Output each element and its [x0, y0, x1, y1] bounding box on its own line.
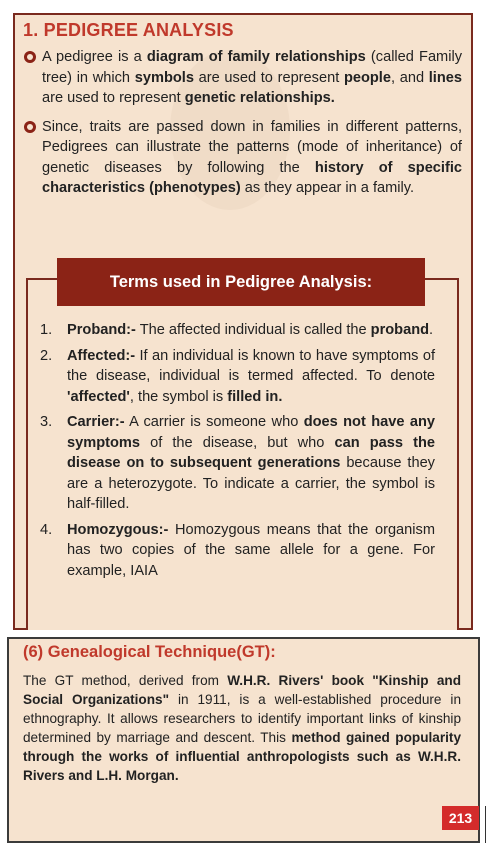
term-text: [67, 348, 435, 405]
genealogical-title: (6) Genealogical Technique(GT):: [23, 643, 276, 661]
term-item-carrier: [40, 412, 435, 515]
text-run: , the symbol is: [129, 388, 228, 405]
text-run: Homozygous means that the organism has two copies of the same allele for a gene. For example, IAIA: [67, 521, 435, 579]
text-run: (called Family tree) in which: [42, 49, 462, 86]
bullet-item: [22, 47, 462, 109]
bold-text-run: proband: [370, 322, 430, 338]
text-run: are used to represent: [193, 69, 344, 86]
text-run: The GT method, derived from: [23, 673, 228, 688]
bullet-icon: [24, 121, 36, 133]
text-run: because they are a heterozygote. To indicate a carrier, the symbol is half-filled.: [67, 455, 435, 512]
bold-text-run: lines: [428, 69, 463, 86]
bold-text-run: Proband:-: [67, 322, 136, 338]
term-item-affected: [40, 346, 435, 408]
bold-text-run: Carrier:-: [67, 414, 125, 430]
bullet-icon: [24, 51, 36, 63]
bold-text-run: diagram of family relationships: [146, 49, 366, 65]
term-text: [67, 322, 433, 338]
text-run: Since, traits are passed down in families in different patterns, Pedigrees can illustrate the patterns (mode of inheritance) of genetic diseases by following the: [42, 118, 462, 176]
bold-text-run: does not have any symptoms: [67, 414, 436, 451]
text-run: .: [429, 322, 434, 338]
bold-text-run: people: [343, 69, 391, 86]
bold-text-run: genetic relationships.: [184, 90, 335, 106]
terms-header: Terms used in Pedigree Analysis:: [57, 258, 425, 306]
bold-text-run: W.H.R. Rivers' book "Kinship and Social Organizations": [23, 673, 461, 707]
bold-text-run: filled in.: [227, 388, 283, 405]
term-item-homozygous: [40, 520, 435, 582]
section-title: 1. PEDIGREE ANALYSIS: [23, 20, 234, 40]
text-run: If an individual is known to have symptoms of the disease, individual is termed affected. To denote: [67, 347, 435, 384]
bold-text-run: method gained popularity through the works of influential anthropologists such as W.H.R. Rivers and L.H. Morgan.: [23, 730, 462, 783]
bullet-text: [42, 49, 462, 106]
text-run: The affected individual is called the: [135, 322, 371, 338]
text-run: are used to represent: [42, 90, 185, 106]
term-text: [67, 522, 435, 579]
bullet-text: [42, 119, 462, 197]
bold-text-run: Homozygous:-: [67, 521, 169, 538]
page-edge-mark: [485, 806, 486, 843]
bullet-item: [22, 117, 462, 199]
text-run: in 1911, is a well-established procedure in ethnography. It allows researchers to identify important links of kinship determined by marriage and descent. This: [23, 692, 461, 745]
page-number-badge: 213: [442, 806, 479, 830]
bold-text-run: 'affected': [67, 388, 130, 405]
term-number: 1.: [40, 322, 53, 338]
bold-text-run: history of specific characteristics (phenotypes): [42, 159, 463, 196]
term-number: 4.: [40, 521, 53, 538]
terms-list: [40, 320, 435, 586]
term-number: 2.: [40, 347, 53, 364]
bold-text-run: can pass the disease on to subsequent generations: [67, 434, 435, 471]
text-run: , and: [390, 69, 429, 86]
bold-text-run: Affected:-: [67, 347, 136, 364]
term-item-proband: [40, 320, 435, 341]
pedigree-bullets: [22, 47, 462, 207]
term-text: [67, 414, 435, 512]
term-number: 3.: [40, 414, 53, 430]
genealogical-body: [23, 671, 461, 785]
text-run: as they appear in a family.: [240, 180, 415, 196]
text-run: A carrier is someone who: [124, 414, 304, 430]
bold-text-run: symbols: [134, 69, 194, 86]
text-run: of the disease, but who: [140, 434, 335, 451]
text-run: A pedigree is a: [42, 49, 147, 65]
